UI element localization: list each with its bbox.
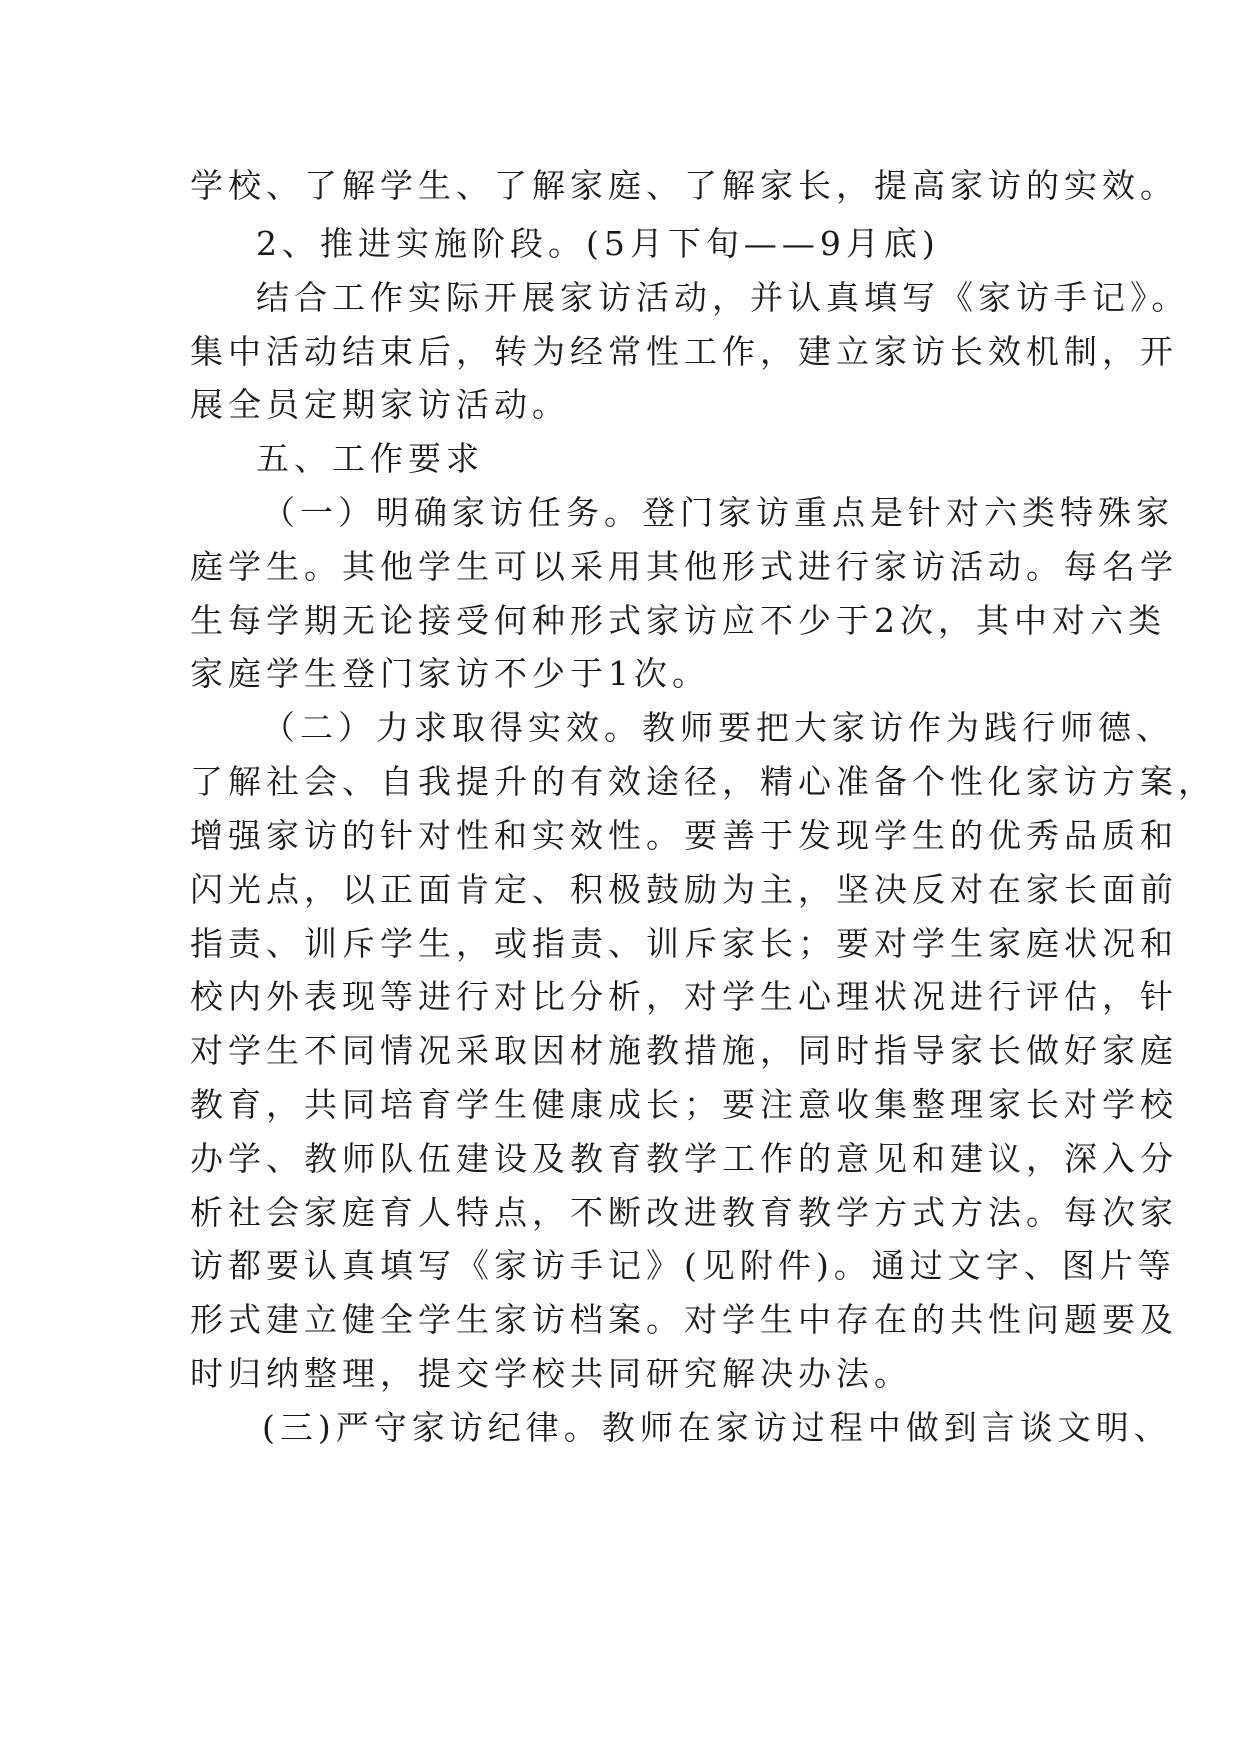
- text-line: 访都要认真填写《家访手记》(见附件)。通过文字、图片等: [190, 1246, 1176, 1285]
- text-line: 家庭学生登门家访不少于1次。: [190, 654, 710, 693]
- text-line: (三)严守家访纪律。教师在家访过程中做到言谈文明、: [262, 1408, 1172, 1447]
- text-line: 教育，共同培育学生健康成长；要注意收集整理家长对学校: [190, 1085, 1178, 1124]
- text-line: （一）明确家访任务。登门家访重点是针对六类特殊家: [262, 493, 1174, 532]
- text-line: 时归纳整理，提交学校共同研究解决办法。: [190, 1354, 912, 1393]
- text-line: 展全员定期家访活动。: [190, 385, 570, 424]
- section-heading: 五、工作要求: [256, 439, 484, 478]
- text-line: 对学生不同情况采取因材施教措施，同时指导家长做好家庭: [190, 1031, 1178, 1070]
- text-line: 庭学生。其他学生可以采用其他形式进行家访活动。每名学: [190, 547, 1178, 586]
- text-line: 闪光点，以正面肯定、积极鼓励为主，坚决反对在家长面前: [190, 870, 1178, 909]
- text-line: 结合工作实际开展家访活动，并认真填写《家访手记》。: [256, 278, 1190, 317]
- section-heading: 2、推进实施阶段。(5月下旬——9月底): [256, 224, 940, 263]
- text-line: 了解社会、自我提升的有效途径，精心准备个性化家访方案，: [190, 762, 1216, 801]
- text-line: 集中活动结束后，转为经常性工作，建立家访长效机制，开: [190, 332, 1178, 371]
- text-line: （二）力求取得实效。教师要把大家访作为践行师德、: [262, 708, 1174, 747]
- text-line: 形式建立健全学生家访档案。对学生中存在的共性问题要及: [190, 1300, 1178, 1339]
- text-line: 增强家访的针对性和实效性。要善于发现学生的优秀品质和: [190, 816, 1178, 855]
- text-line: 生每学期无论接受何种形式家访应不少于2次，其中对六类: [190, 601, 1166, 640]
- text-line: 析社会家庭育人特点，不断改进教育教学方式方法。每次家: [190, 1193, 1178, 1232]
- text-line: 指责、训斥学生，或指责、训斥家长；要对学生家庭状况和: [190, 924, 1178, 963]
- text-line: 办学、教师队伍建设及教育教学工作的意见和建议，深入分: [190, 1139, 1178, 1178]
- text-line: 校内外表现等进行对比分析，对学生心理状况进行评估，针: [190, 977, 1178, 1016]
- text-line: 学校、了解学生、了解家庭、了解家长，提高家访的实效。: [190, 166, 1178, 205]
